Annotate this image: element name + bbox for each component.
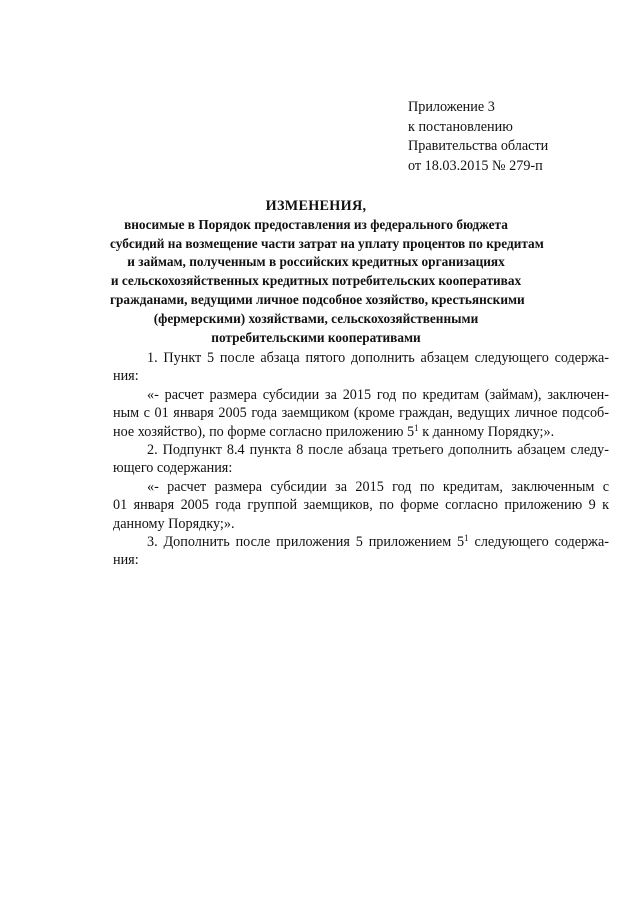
superscript: 1	[414, 422, 419, 433]
paragraph-text: следующего содержа-	[468, 534, 609, 551]
paragraph-line: «- расчет размера субсидии за 2015 год по кредитам (займам), заключен-	[147, 386, 609, 403]
paragraph-line: ния:	[113, 368, 139, 385]
superscript: 1	[464, 533, 469, 544]
paragraph-text: к данному Порядку;».	[418, 423, 555, 440]
paragraph-line: «- расчет размера субсидии за 2015 год по кредитам, заключенным с	[147, 478, 609, 495]
appendix-number: Приложение 3	[408, 99, 495, 115]
appendix-header	[408, 98, 618, 176]
paragraph-3	[113, 441, 609, 478]
paragraph-line: ния:	[113, 552, 139, 569]
paragraph-text: 3. Дополнить после приложения 5 приложением 5	[147, 534, 465, 551]
title-line: (фермерскими) хозяйствами, сельскохозяйственными	[153, 310, 479, 326]
paragraph-line: ющего содержания:	[113, 460, 233, 477]
paragraph-line: ным с 01 января 2005 года заемщиком (кроме граждан, ведущих личное подсоб-	[113, 405, 609, 422]
title-line: гражданами, ведущими личное подсобное хозяйство, крестьянскими	[110, 291, 525, 307]
title-line: субсидий на возмещение части затрат на уплату процентов по кредитам	[110, 235, 544, 251]
paragraph-1	[113, 349, 609, 386]
title-heading: ИЗМЕНЕНИЯ,	[265, 198, 367, 214]
paragraph-line: данному Порядку;».	[113, 515, 235, 532]
paragraph-line: 01 января 2005 года группой заемщиков, по форме согласно приложению 9 к	[113, 497, 609, 514]
title-line: и сельскохозяйственных кредитных потребительских кооперативах	[110, 273, 522, 289]
appendix-reference: к постановлению	[408, 118, 513, 135]
title-line: и займам, полученным в российских кредитных организациях	[127, 254, 505, 270]
paragraph-4	[113, 478, 609, 533]
paragraph-2	[113, 386, 609, 441]
paragraph-line: 1. Пункт 5 после абзаца пятого дополнить абзацем следующего содержа-	[147, 350, 609, 366]
document-title	[110, 197, 544, 347]
paragraph-5	[113, 533, 609, 570]
paragraph-text: ное хозяйство), по форме согласно приложению 5	[113, 423, 415, 440]
paragraph-line: 2. Подпункт 8.4 пункта 8 после абзаца третьего дополнить абзацем следу-	[147, 442, 609, 459]
paragraph-line	[113, 533, 609, 551]
paragraph-line	[113, 423, 609, 441]
document-body	[113, 349, 609, 570]
title-line: потребительскими кооперативами	[211, 329, 421, 345]
appendix-date-number: от 18.03.2015 № 279-п	[408, 157, 543, 174]
title-line: вносимые в Порядок предоставления из федерального бюджета	[124, 216, 508, 232]
appendix-authority: Правительства области	[408, 138, 549, 154]
